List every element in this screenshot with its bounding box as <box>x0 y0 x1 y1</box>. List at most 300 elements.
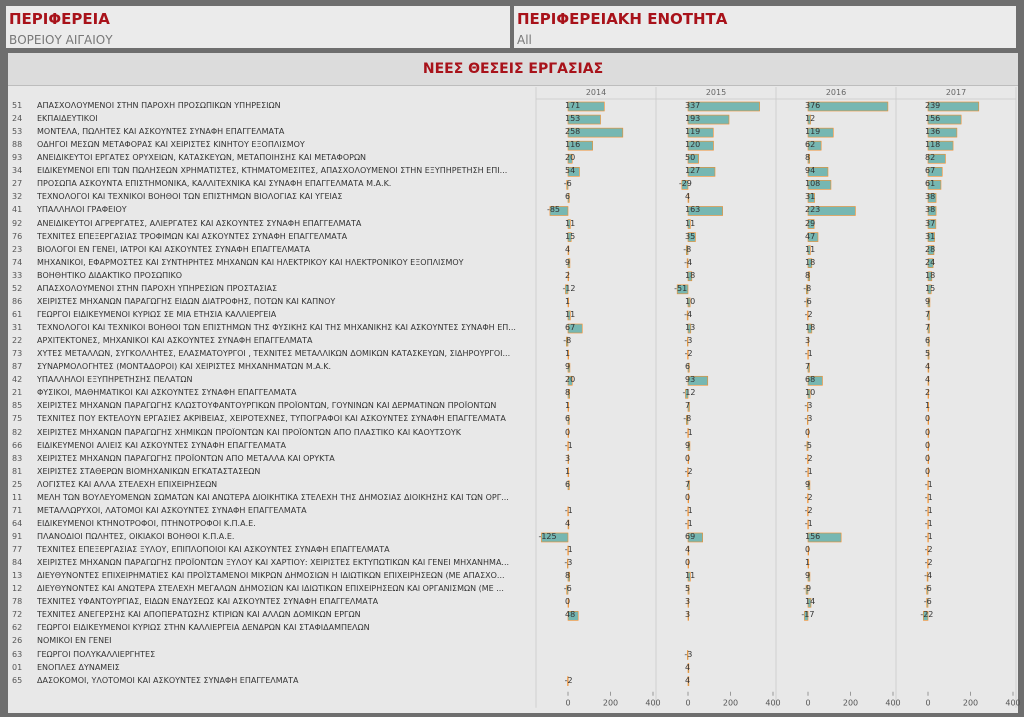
bar-value-label: 6 <box>565 192 571 202</box>
row-code: 62 <box>12 623 23 633</box>
table-row[interactable] <box>8 270 1018 283</box>
table-row[interactable] <box>8 544 1018 557</box>
bar-value-label: -4 <box>684 309 693 319</box>
table-row[interactable] <box>8 322 1018 335</box>
axis-tick-label: 0 <box>565 698 571 708</box>
table-row[interactable] <box>8 466 1018 479</box>
bar-value-label: 93 <box>685 375 696 385</box>
bar-value-label: -4 <box>684 257 693 267</box>
bar-value-label: 6 <box>565 479 571 489</box>
bar-value-label: -8 <box>803 283 812 293</box>
bar-value-label: 120 <box>685 140 701 150</box>
table-row[interactable] <box>8 635 1018 648</box>
row-label: ΧΕΙΡΙΣΤΕΣ ΜΗΧΑΝΩΝ ΠΑΡΑΓΩΓΗΣ ΕΙΔΩΝ ΔΙΑΤΡΟΦΗΣ, ΠΟΤΩΝ ΚΑΙ ΚΑΠΝΟΥ <box>37 296 336 306</box>
bar-value-label: 9 <box>805 571 811 581</box>
bar-value-label: 10 <box>805 388 816 398</box>
table-row[interactable] <box>8 570 1018 583</box>
table-row[interactable] <box>8 152 1018 165</box>
row-code: 33 <box>12 270 23 280</box>
bar-value-label: 4 <box>685 675 691 685</box>
bar-value-label: -6 <box>803 296 812 306</box>
bar-value-label: 4 <box>925 375 931 385</box>
row-label: ΑΡΧΙΤΕΚΤΟΝΕΣ, ΜΗΧΑΝΙΚΟΙ ΚΑΙ ΑΣΚΟΥΝΤΕΣ ΣΥΝΑΦΗ ΕΠΑΓΓΕΛΜΑΤΑ <box>37 336 313 346</box>
bar-value-label: 6 <box>685 362 691 372</box>
chart-title: ΝΕΕΣ ΘΕΣΕΙΣ ΕΡΓΑΣΙΑΣ <box>422 61 604 77</box>
bar-value-label: 8 <box>805 153 811 163</box>
bar-value-label: 0 <box>685 558 691 568</box>
axis-tick-label: 200 <box>602 698 619 708</box>
region-filter[interactable] <box>6 6 510 48</box>
bar-value-label: 7 <box>925 309 931 319</box>
table-row[interactable] <box>8 440 1018 453</box>
row-code: 83 <box>12 453 23 463</box>
bar-value-label: 8 <box>805 270 811 280</box>
bar-value-label: 0 <box>685 453 691 463</box>
row-code: 75 <box>12 414 23 424</box>
row-code: 91 <box>12 531 23 541</box>
row-label: ΦΥΣΙΚΟΙ, ΜΑΘΗΜΑΤΙΚΟΙ ΚΑΙ ΑΣΚΟΥΝΤΕΣ ΣΥΝΑΦΗ ΕΠΑΓΓΕΛΜΑΤΑ <box>37 388 297 398</box>
row-label: ΕΝΟΠΛΕΣ ΔΥΝΑΜΕΙΣ <box>37 662 120 672</box>
bar-value-label: -3 <box>684 649 693 659</box>
bar-value-label: -2 <box>684 349 693 359</box>
row-label: ΤΕΧΝΟΛΟΓΟΙ ΚΑΙ ΤΕΧΝΙΚΟΙ ΒΟΗΘΟΙ ΤΩΝ ΕΠΙΣΤΗΜΩΝ ΒΙΟΛΟΓΙΑΣ ΚΑΙ ΥΓΕΙΑΣ <box>37 192 343 202</box>
row-label: ΜΕΛΗ ΤΩΝ ΒΟΥΛΕΥΟΜΕΝΩΝ ΣΩΜΑΤΩΝ ΚΑΙ ΑΝΩΤΕΡΑ ΔΙΟΙΚΗΤΙΚΑ ΣΤΕΛΕΧΗ ΤΗΣ ΔΗΜΟΣΙΑΣ ΔΙΟΙΚΗΣΗΣ ΚΑΙ ΤΩΝ ΟΡΓ... <box>37 492 509 502</box>
bar-value-label: 20 <box>565 153 576 163</box>
bar-value-label: -3 <box>684 336 693 346</box>
table-row[interactable] <box>8 231 1018 244</box>
bar-value-label: 337 <box>685 101 701 110</box>
row-label: ΤΕΧΝΙΤΕΣ ΕΠΕΞΕΡΓΑΣΙΑΣ ΤΡΟΦΙΜΩΝ ΚΑΙ ΑΣΚΟΥΝΤΕΣ ΣΥΝΑΦΗ ΕΠΑΓΓΕΛΜΑΤΑ <box>37 231 348 241</box>
bar-value-label: -6 <box>923 584 932 594</box>
bar-value-label: 8 <box>565 571 571 581</box>
bar-value-label: 6 <box>565 414 571 424</box>
bar-value-label: 7 <box>685 479 691 489</box>
table-row[interactable] <box>8 178 1018 191</box>
row-label: ΒΟΗΘΗΤΙΚΟ ΔΙΔΑΚΤΙΚΟ ΠΡΟΣΩΠΙΚΟ <box>37 270 183 280</box>
row-code: 32 <box>12 192 23 202</box>
row-code: 27 <box>12 179 23 189</box>
row-code: 31 <box>12 323 23 333</box>
row-code: 23 <box>12 244 23 254</box>
row-label: ΧΕΙΡΙΣΤΕΣ ΜΗΧΑΝΩΝ ΠΑΡΑΓΩΓΗΣ ΧΗΜΙΚΩΝ ΠΡΟΪΟΝΤΩΝ ΚΑΙ ΠΡΟΪΟΝΤΩΝ ΑΠΟ ΠΛΑΣΤΙΚΟ ΚΑΙ ΚΑΟΥΤΣΟΥΚ <box>37 427 462 437</box>
bar-value-label: 50 <box>685 153 696 163</box>
region-filter-value[interactable]: ΒΟΡΕΙΟΥ ΑΙΓΑΙΟΥ <box>9 33 113 47</box>
bar-value-label: 82 <box>925 153 936 163</box>
row-label: ΤΕΧΝΙΤΕΣ ΥΦΑΝΤΟΥΡΓΙΑΣ, ΕΙΔΩΝ ΕΝΔΥΣΕΩΣ ΚΑΙ ΑΣΚΟΥΝΤΕΣ ΣΥΝΑΦΗ ΕΠΑΓΓΕΛΜΑΤΑ <box>37 597 379 607</box>
row-code: 86 <box>12 296 23 306</box>
row-label: ΓΕΩΡΓΟΙ ΕΙΔΙΚΕΥΜΕΝΟΙ ΚΥΡΙΩΣ ΣΤΗΝ ΚΑΛΛΙΕΡΓΕΙΑ ΔΕΝΔΡΩΝ ΚΑΙ ΣΤΑΦΙΔΑΜΠΕΛΩΝ <box>37 623 370 633</box>
bar-value-label: 376 <box>805 101 821 110</box>
bar-value-label: -12 <box>682 388 696 398</box>
table-row[interactable] <box>8 400 1018 413</box>
bar-value-label: 171 <box>565 101 581 110</box>
table-row[interactable] <box>8 492 1018 505</box>
axis-tick-label: 400 <box>885 698 901 708</box>
row-label: ΑΝΕΙΔΙΚΕΥΤΟΙ ΑΓΡΕΡΓΑΤΕΣ, ΑΛΙΕΡΓΑΤΕΣ ΚΑΙ ΑΣΚΟΥΝΤΕΣ ΣΥΝΑΦΗ ΕΠΑΓΓΕΛΜΑΤΑ <box>37 218 362 228</box>
bar-value-label: -51 <box>674 283 688 293</box>
row-label: ΧΥΤΕΣ ΜΕΤΑΛΛΩΝ, ΣΥΓΚΟΛΛΗΤΕΣ, ΕΛΑΣΜΑΤΟΥΡΓΟΙ , ΤΕΧΝΙΤΕΣ ΜΕΤΑΛΛΙΚΩΝ ΔΟΜΙΚΩΝ ΚΑΤΑΣΚΕΥΩΝ, ΣΙΔΗΡΟΥΡΓΟΙ... <box>37 349 511 359</box>
bar-value-label: 1 <box>565 401 571 411</box>
row-code: 11 <box>12 492 23 502</box>
row-label: ΑΠΑΣΧΟΛΟΥΜΕΝΟΙ ΣΤΗΝ ΠΑΡΟΧΗ ΥΠΗΡΕΣΙΩΝ ΠΡΟΣΤΑΣΙΑΣ <box>37 283 278 293</box>
year-label-2015: 2015 <box>705 88 727 97</box>
bar-value-label: 31 <box>925 231 936 241</box>
row-label: ΕΚΠΑΙΔΕΥΤΙΚΟΙ <box>37 114 98 124</box>
table-row[interactable] <box>8 609 1018 622</box>
bar-value-label: -1 <box>684 427 693 437</box>
table-row[interactable] <box>8 191 1018 204</box>
row-label: ΓΕΩΡΓΟΙ ΕΙΔΙΚΕΥΜΕΝΟΙ ΚΥΡΙΩΣ ΣΕ ΜΙΑ ΕΤΗΣΙΑ ΚΑΛΛΙΕΡΓΕΙΑ <box>37 309 277 319</box>
row-code: 12 <box>12 584 23 594</box>
table-row[interactable] <box>8 557 1018 570</box>
bar-value-label: 11 <box>685 571 696 581</box>
row-code: 61 <box>12 309 23 319</box>
table-row[interactable] <box>8 649 1018 662</box>
bar-value-label: -17 <box>801 610 815 620</box>
table-row[interactable] <box>8 126 1018 139</box>
row-code: 25 <box>12 479 23 489</box>
row-code: 65 <box>12 675 23 685</box>
axis-tick-label: 0 <box>805 698 811 708</box>
table-row[interactable] <box>8 387 1018 400</box>
row-label: ΒΙΟΛΟΓΟΙ ΕΝ ΓΕΝΕΙ, ΙΑΤΡΟΙ ΚΑΙ ΑΣΚΟΥΝΤΕΣ ΣΥΝΑΦΗ ΕΠΑΓΓΕΛΜΑΤΑ <box>37 244 310 254</box>
table-row[interactable] <box>8 453 1018 466</box>
bar-value-label: 4 <box>685 662 691 672</box>
table-row[interactable] <box>8 505 1018 518</box>
year-label-2017: 2017 <box>945 88 967 97</box>
row-label: ΕΙΔΙΚΕΥΜΕΝΟΙ ΕΠΙ ΤΩΝ ΠΩΛΗΣΕΩΝ ΧΡΗΜΑΤΙΣΤΕΣ, ΚΤΗΜΑΤΟΜΕΣΙΤΕΣ, ΑΠΑΣΧΟΛΟΥΜΕΝΟΙ ΣΤΗΝ ΕΞΥΠΗΡΕΤΗΣΗ ΕΠΙ... <box>37 166 508 176</box>
row-code: 51 <box>12 101 23 110</box>
row-label: ΣΥΝΑΡΜΟΛΟΓΗΤΕΣ (ΜΟΝΤΑΔΟΡΟΙ) ΚΑΙ ΧΕΙΡΙΣΤΕΣ ΜΗΧΑΝΗΜΑΤΩΝ Μ.Α.Κ. <box>37 362 332 372</box>
table-row[interactable] <box>8 427 1018 440</box>
bar-value-label: 38 <box>925 205 936 215</box>
row-label: ΧΕΙΡΙΣΤΕΣ ΜΗΧΑΝΩΝ ΠΑΡΑΓΩΓΗΣ ΚΛΩΣΤΟΥΦΑΝΤΟΥΡΓΙΚΩΝ ΠΡΟΪΟΝΤΩΝ, ΓΟΥΝΙΝΩΝ ΚΑΙ ΔΕΡΜΑΤΙΝΩΝ ΠΡΟΪΟΝΤΩΝ <box>37 401 497 411</box>
bar-value-label: -29 <box>678 179 692 189</box>
bar-value-label: 0 <box>925 427 931 437</box>
row-label: ΔΙΕΥΘΥΝΟΝΤΕΣ ΚΑΙ ΑΝΩΤΕΡΑ ΣΤΕΛΕΧΗ ΜΕΓΑΛΩΝ ΔΗΜΟΣΙΩΝ ΚΑΙ ΙΔΙΩΤΙΚΩΝ ΕΠΙΧΕΙΡΗΣΕΩΝ ΚΑΙ ΟΡΓΑΝΙΣΜΩΝ (ΜΕ ... <box>37 584 504 594</box>
bar-value-label: -1 <box>564 545 573 555</box>
bar-value-label: 15 <box>565 231 576 241</box>
table-row[interactable] <box>8 413 1018 426</box>
row-code: 74 <box>12 257 23 267</box>
bar-value-label: 9 <box>685 440 691 450</box>
bar-value-label: 11 <box>565 218 576 228</box>
bar-value-label: 61 <box>925 179 936 189</box>
bar-value-label: 18 <box>805 257 816 267</box>
bar-value-label: 1 <box>565 349 571 359</box>
bar-value-label: -1 <box>924 531 933 541</box>
table-row[interactable] <box>8 100 1018 113</box>
bar-value-label: 4 <box>685 192 691 202</box>
row-label: ΤΕΧΝΙΤΕΣ ΕΠΕΞΕΡΓΑΣΙΑΣ ΞΥΛΟΥ, ΕΠΙΠΛΟΠΟΙΟΙ ΚΑΙ ΑΣΚΟΥΝΤΕΣ ΣΥΝΑΦΗ ΕΠΑΓΓΕΛΜΑΤΑ <box>37 545 390 555</box>
row-label: ΕΙΔΙΚΕΥΜΕΝΟΙ ΚΤΗΝΟΤΡΟΦΟΙ, ΠΤΗΝΟΤΡΟΦΟΙ Κ.Π.Α.Ε. <box>37 518 256 528</box>
bar-value-label: 5 <box>685 584 691 594</box>
row-label: ΥΠΑΛΛΗΛΟΙ ΕΞΥΠΗΡΕΤΗΣΗΣ ΠΕΛΑΤΩΝ <box>37 375 193 385</box>
bar-value-label: -2 <box>804 309 813 319</box>
bar-value-label: 1 <box>925 401 931 411</box>
bar-value-label: 29 <box>805 218 816 228</box>
bar-value-label: 11 <box>805 244 816 254</box>
row-label: ΥΠΑΛΛΗΛΟΙ ΓΡΑΦΕΙΟΥ <box>37 205 127 215</box>
year-header <box>8 87 1018 99</box>
bar-value-label: 119 <box>805 127 821 137</box>
axis-tick-label: 200 <box>722 698 739 708</box>
row-code: 92 <box>12 218 23 228</box>
bar-value-label: 239 <box>925 101 941 110</box>
table-row[interactable] <box>8 518 1018 531</box>
row-code: 41 <box>12 205 23 215</box>
table-row[interactable] <box>8 479 1018 492</box>
row-label: ΝΟΜΙΚΟΙ ΕΝ ΓΕΝΕΙ <box>37 636 112 646</box>
row-code: 88 <box>12 140 23 150</box>
bar-value-label: -2 <box>804 505 813 515</box>
row-label: ΤΕΧΝΙΤΕΣ ΑΝΕΓΕΡΣΗΣ ΚΑΙ ΑΠΟΠΕΡΑΤΩΣΗΣ ΚΤΙΡΙΩΝ ΚΑΙ ΑΛΛΩΝ ΔΟΜΙΚΩΝ ΕΡΓΩΝ <box>37 610 361 620</box>
bar-value-label: 136 <box>925 127 941 137</box>
bar-value-label: 3 <box>685 610 691 620</box>
row-code: 01 <box>12 662 23 672</box>
row-code: 21 <box>12 388 23 398</box>
row-code: 72 <box>12 610 23 620</box>
bar-value-label: 18 <box>805 323 816 333</box>
bar-value-label: -1 <box>564 440 573 450</box>
bar-value-label: -2 <box>804 492 813 502</box>
row-label: ΧΕΙΡΙΣΤΕΣ ΜΗΧΑΝΩΝ ΠΑΡΑΓΩΓΗΣ ΠΡΟΪΟΝΤΩΝ ΞΥΛΟΥ ΚΑΙ ΧΑΡΤΙΟΥ: ΧΕΙΡΙΣΤΕΣ ΕΚΤΥΠΩΤΙΚΩΝ ΚΑΙ ΓΕΝΕΙ ΜΗΧΑΝΗΜΑ... <box>37 558 510 568</box>
row-code: 22 <box>12 336 23 346</box>
row-code: 42 <box>12 375 23 385</box>
axis-tick-label: 200 <box>962 698 979 708</box>
bar-value-label: -1 <box>804 466 813 476</box>
row-code: 82 <box>12 427 23 437</box>
regional-unit-filter[interactable] <box>514 6 1016 48</box>
regional-unit-filter-value[interactable]: All <box>517 33 532 47</box>
bar-value-label: 35 <box>685 231 696 241</box>
table-row[interactable] <box>8 257 1018 270</box>
bar-value-label: 9 <box>925 296 931 306</box>
bar-value-label: 2 <box>565 270 571 280</box>
bar-value-label: 0 <box>925 414 931 424</box>
row-code: 81 <box>12 466 23 476</box>
bar-value-label: 18 <box>925 270 936 280</box>
row-code: 77 <box>12 545 23 555</box>
row-label: ΠΡΟΣΩΠΑ ΑΣΚΟΥΝΤΑ ΕΠΙΣΤΗΜΟΝΙΚΑ, ΚΑΛΛΙΤΕΧΝΙΚΑ ΚΑΙ ΣΥΝΑΦΗ ΕΠΑΓΓΕΛΜΑΤΑ Μ.Α.Κ. <box>37 179 392 189</box>
axis-tick-label: 0 <box>925 698 931 708</box>
table-row[interactable] <box>8 361 1018 374</box>
axis-tick-label: 400 <box>1005 698 1021 708</box>
table-row[interactable] <box>8 113 1018 126</box>
bar-value-label: -6 <box>563 179 572 189</box>
bar-value-label: 153 <box>565 114 581 124</box>
bar-value-label: 0 <box>685 492 691 502</box>
bar-value-label: -1 <box>684 518 693 528</box>
row-label: ΓΕΩΡΓΟΙ ΠΟΛΥΚΑΛΛΙΕΡΓΗΤΕΣ <box>37 649 156 659</box>
bar-value-label: -9 <box>803 584 812 594</box>
bar-value-label: 163 <box>685 205 701 215</box>
row-code: 85 <box>12 401 23 411</box>
bar-value-label: 18 <box>685 270 696 280</box>
bar-value-label: 0 <box>805 545 811 555</box>
bar-value-label: 37 <box>925 218 936 228</box>
bar-value-label: 7 <box>925 323 931 333</box>
bar-value-label: 1 <box>565 296 571 306</box>
bar-value-label: 3 <box>565 453 571 463</box>
bar-value-label: 24 <box>925 257 936 267</box>
bar-value-label: -5 <box>803 440 812 450</box>
table-row[interactable] <box>8 139 1018 152</box>
bar-value-label: -3 <box>804 414 813 424</box>
bar-value-label: -1 <box>924 518 933 528</box>
bar-value-label: 48 <box>565 610 576 620</box>
row-code: 71 <box>12 505 23 515</box>
row-code: 53 <box>12 127 23 137</box>
row-code: 64 <box>12 518 23 528</box>
table-row[interactable] <box>8 662 1018 675</box>
bar-value-label: 116 <box>565 140 581 150</box>
bar-value-label: -2 <box>804 453 813 463</box>
bar-value-label: 4 <box>565 518 571 528</box>
bar-value-label: 9 <box>565 257 571 267</box>
bar-value-label: 0 <box>565 597 571 607</box>
bar-value-label: 69 <box>685 531 696 541</box>
bar-value-label: 11 <box>565 309 576 319</box>
bar-value-label: -1 <box>924 505 933 515</box>
table-row[interactable] <box>8 531 1018 544</box>
table-row[interactable] <box>8 596 1018 609</box>
bar-value-label: 67 <box>565 323 576 333</box>
bar-value-label: 0 <box>565 427 571 437</box>
table-row[interactable] <box>8 622 1018 635</box>
bar-value-label: 9 <box>805 479 811 489</box>
bar-value-label: -85 <box>546 205 561 215</box>
table-row[interactable] <box>8 309 1018 322</box>
bar-value-label: 156 <box>925 114 941 124</box>
axis-tick-label: 400 <box>765 698 781 708</box>
row-label: ΧΕΙΡΙΣΤΕΣ ΣΤΑΘΕΡΩΝ ΒΙΟΜΗΧΑΝΙΚΩΝ ΕΓΚΑΤΑΣΤΑΣΕΩΝ <box>37 466 261 476</box>
bar-value-label: 0 <box>925 453 931 463</box>
bar-value-label: 5 <box>925 349 931 359</box>
bar-value-label: -1 <box>804 518 813 528</box>
bar-value-label: 0 <box>805 427 811 437</box>
bar-value-label: 193 <box>685 114 701 124</box>
bar-value-label: 28 <box>925 244 936 254</box>
table-row[interactable] <box>8 244 1018 257</box>
bar-value-label: 10 <box>685 296 696 306</box>
bar-value-label: 3 <box>685 597 691 607</box>
bar-value-label: 127 <box>685 166 701 176</box>
row-code: 24 <box>12 114 23 124</box>
bar-value-label: 12 <box>805 114 816 124</box>
row-label: ΤΕΧΝΙΤΕΣ ΠΟΥ ΕΚΤΕΛΟΥΝ ΕΡΓΑΣΙΕΣ ΑΚΡΙΒΕΙΑΣ, ΧΕΙΡΟΤΕΧΝΕΣ, ΤΥΠΟΓΡΑΦΟΙ ΚΑΙ ΑΣΚΟΥΝΤΕΣ ΣΥΝΑΦΗ ΕΠΑΓΓΕΛΜΑΤΑ <box>37 414 506 424</box>
bar-value-label: -1 <box>924 479 933 489</box>
bar-value-label: 7 <box>805 362 811 372</box>
row-label: ΜΗΧΑΝΙΚΟΙ, ΕΦΑΡΜΟΣΤΕΣ ΚΑΙ ΣΥΝΤΗΡΗΤΕΣ ΜΗΧΑΝΩΝ ΚΑΙ ΗΛΕΚΤΡΙΚΟΥ ΚΑΙ ΗΛΕΚΤΡΟΝΙΚΟΥ ΕΞΟΠΛΙΣΜΟΥ <box>37 257 464 267</box>
row-code: 93 <box>12 153 23 163</box>
bar-value-label: -8 <box>683 414 692 424</box>
table-row[interactable] <box>8 348 1018 361</box>
bar-value-label: 14 <box>805 597 816 607</box>
bar-value-label: -2 <box>564 675 573 685</box>
bar-value-label: 31 <box>805 192 816 202</box>
bar-value-label: -1 <box>804 349 813 359</box>
bar-value-label: 9 <box>565 362 571 372</box>
bar-value-label: 119 <box>685 127 701 137</box>
row-label: ΧΕΙΡΙΣΤΕΣ ΜΗΧΑΝΩΝ ΠΑΡΑΓΩΓΗΣ ΠΡΟΪΟΝΤΩΝ ΑΠΟ ΜΕΤΑΛΛΑ ΚΑΙ ΟΡΥΚΤΑ <box>37 453 335 463</box>
bar-value-label: 1 <box>805 558 811 568</box>
bar-value-label: 118 <box>925 140 941 150</box>
row-label: ΕΙΔΙΚΕΥΜΕΝΟΙ ΑΛΙΕΙΣ ΚΑΙ ΑΣΚΟΥΝΤΕΣ ΣΥΝΑΦΗ ΕΠΑΓΓΕΛΜΑΤΑ <box>37 440 286 450</box>
region-filter-label: ΠΕΡΙΦΕΡΕΙΑ <box>9 10 110 28</box>
row-code: 78 <box>12 597 23 607</box>
row-label: ΜΟΝΤΕΛΑ, ΠΩΛΗΤΕΣ ΚΑΙ ΑΣΚΟΥΝΤΕΣ ΣΥΝΑΦΗ ΕΠΑΓΓΕΛΜΑΤΑ <box>37 127 285 137</box>
bar-value-label: -12 <box>562 283 576 293</box>
bar-value-label: -3 <box>564 558 573 568</box>
row-code: 87 <box>12 362 23 372</box>
bar-value-label: 3 <box>805 336 811 346</box>
bar-value-label: 38 <box>925 192 936 202</box>
table-row[interactable] <box>8 165 1018 178</box>
bar-value-label: 0 <box>925 466 931 476</box>
table-row[interactable] <box>8 283 1018 296</box>
row-label: ΑΝΕΙΔΙΚΕΥΤΟΙ ΕΡΓΑΤΕΣ ΟΡΥΧΕΙΩΝ, ΚΑΤΑΣΚΕΥΩΝ, ΜΕΤΑΠΟΙΗΣΗΣ ΚΑΙ ΜΕΤΑΦΟΡΩΝ <box>37 153 367 163</box>
bar-value-label: 11 <box>685 218 696 228</box>
bar-value-label: -2 <box>924 558 933 568</box>
bar-value-label: 4 <box>925 362 931 372</box>
bar-value-label: -4 <box>924 571 933 581</box>
table-row[interactable] <box>8 583 1018 596</box>
bar-value-label: -1 <box>564 505 573 515</box>
axis-tick-label: 0 <box>685 698 691 708</box>
axis-tick-label: 200 <box>842 698 859 708</box>
bar-value-label: -8 <box>683 244 692 254</box>
bar-value-label: -125 <box>538 531 557 541</box>
bar-value-label: 6 <box>925 336 931 346</box>
bar-value-label: -6 <box>563 584 572 594</box>
regional-unit-filter-label: ΠΕΡΙΦΕΡΕΙΑΚΗ ΕΝΟΤΗΤΑ <box>517 10 728 28</box>
bar-value-label: 68 <box>805 375 816 385</box>
bar-value-label: 108 <box>805 179 821 189</box>
bar-value-label: 7 <box>685 401 691 411</box>
chart-panel <box>8 53 1021 713</box>
bar-value-label: 8 <box>565 388 571 398</box>
bar-value-label: 47 <box>805 231 816 241</box>
table-row[interactable] <box>8 204 1018 217</box>
table-row[interactable] <box>8 335 1018 348</box>
bar-value-label: -1 <box>924 492 933 502</box>
bar-value-label: 62 <box>805 140 816 150</box>
table-row[interactable] <box>8 675 1018 688</box>
year-label-2014: 2014 <box>585 88 607 97</box>
bar-value-label: 258 <box>565 127 581 137</box>
bar-value-label: -2 <box>924 545 933 555</box>
bar-value-label: 54 <box>565 166 576 176</box>
bar-value-label: 2 <box>925 388 931 398</box>
bar-value-label: 67 <box>925 166 936 176</box>
bar-value-label: 156 <box>805 531 821 541</box>
row-label: ΠΛΑΝΟΔΙΟΙ ΠΩΛΗΤΕΣ, ΟΙΚΙΑΚΟΙ ΒΟΗΘΟΙ Κ.Π.Α.Ε. <box>37 531 235 541</box>
row-code: 34 <box>12 166 23 176</box>
table-row[interactable] <box>8 374 1018 387</box>
bar-value-label: 4 <box>565 244 571 254</box>
row-code: 66 <box>12 440 23 450</box>
table-row[interactable] <box>8 218 1018 231</box>
row-code: 63 <box>12 649 23 659</box>
bar-value-label: 0 <box>925 440 931 450</box>
table-row[interactable] <box>8 296 1018 309</box>
row-label: ΟΔΗΓΟΙ ΜΕΣΩΝ ΜΕΤΑΦΟΡΑΣ ΚΑΙ ΧΕΙΡΙΣΤΕΣ ΚΙΝΗΤΟΥ ΕΞΟΠΛΙΣΜΟΥ <box>37 140 305 150</box>
bar-value-label: 4 <box>685 545 691 555</box>
row-code: 76 <box>12 231 23 241</box>
bar-value-label: 1 <box>565 466 571 476</box>
bar-value-label: -3 <box>804 401 813 411</box>
